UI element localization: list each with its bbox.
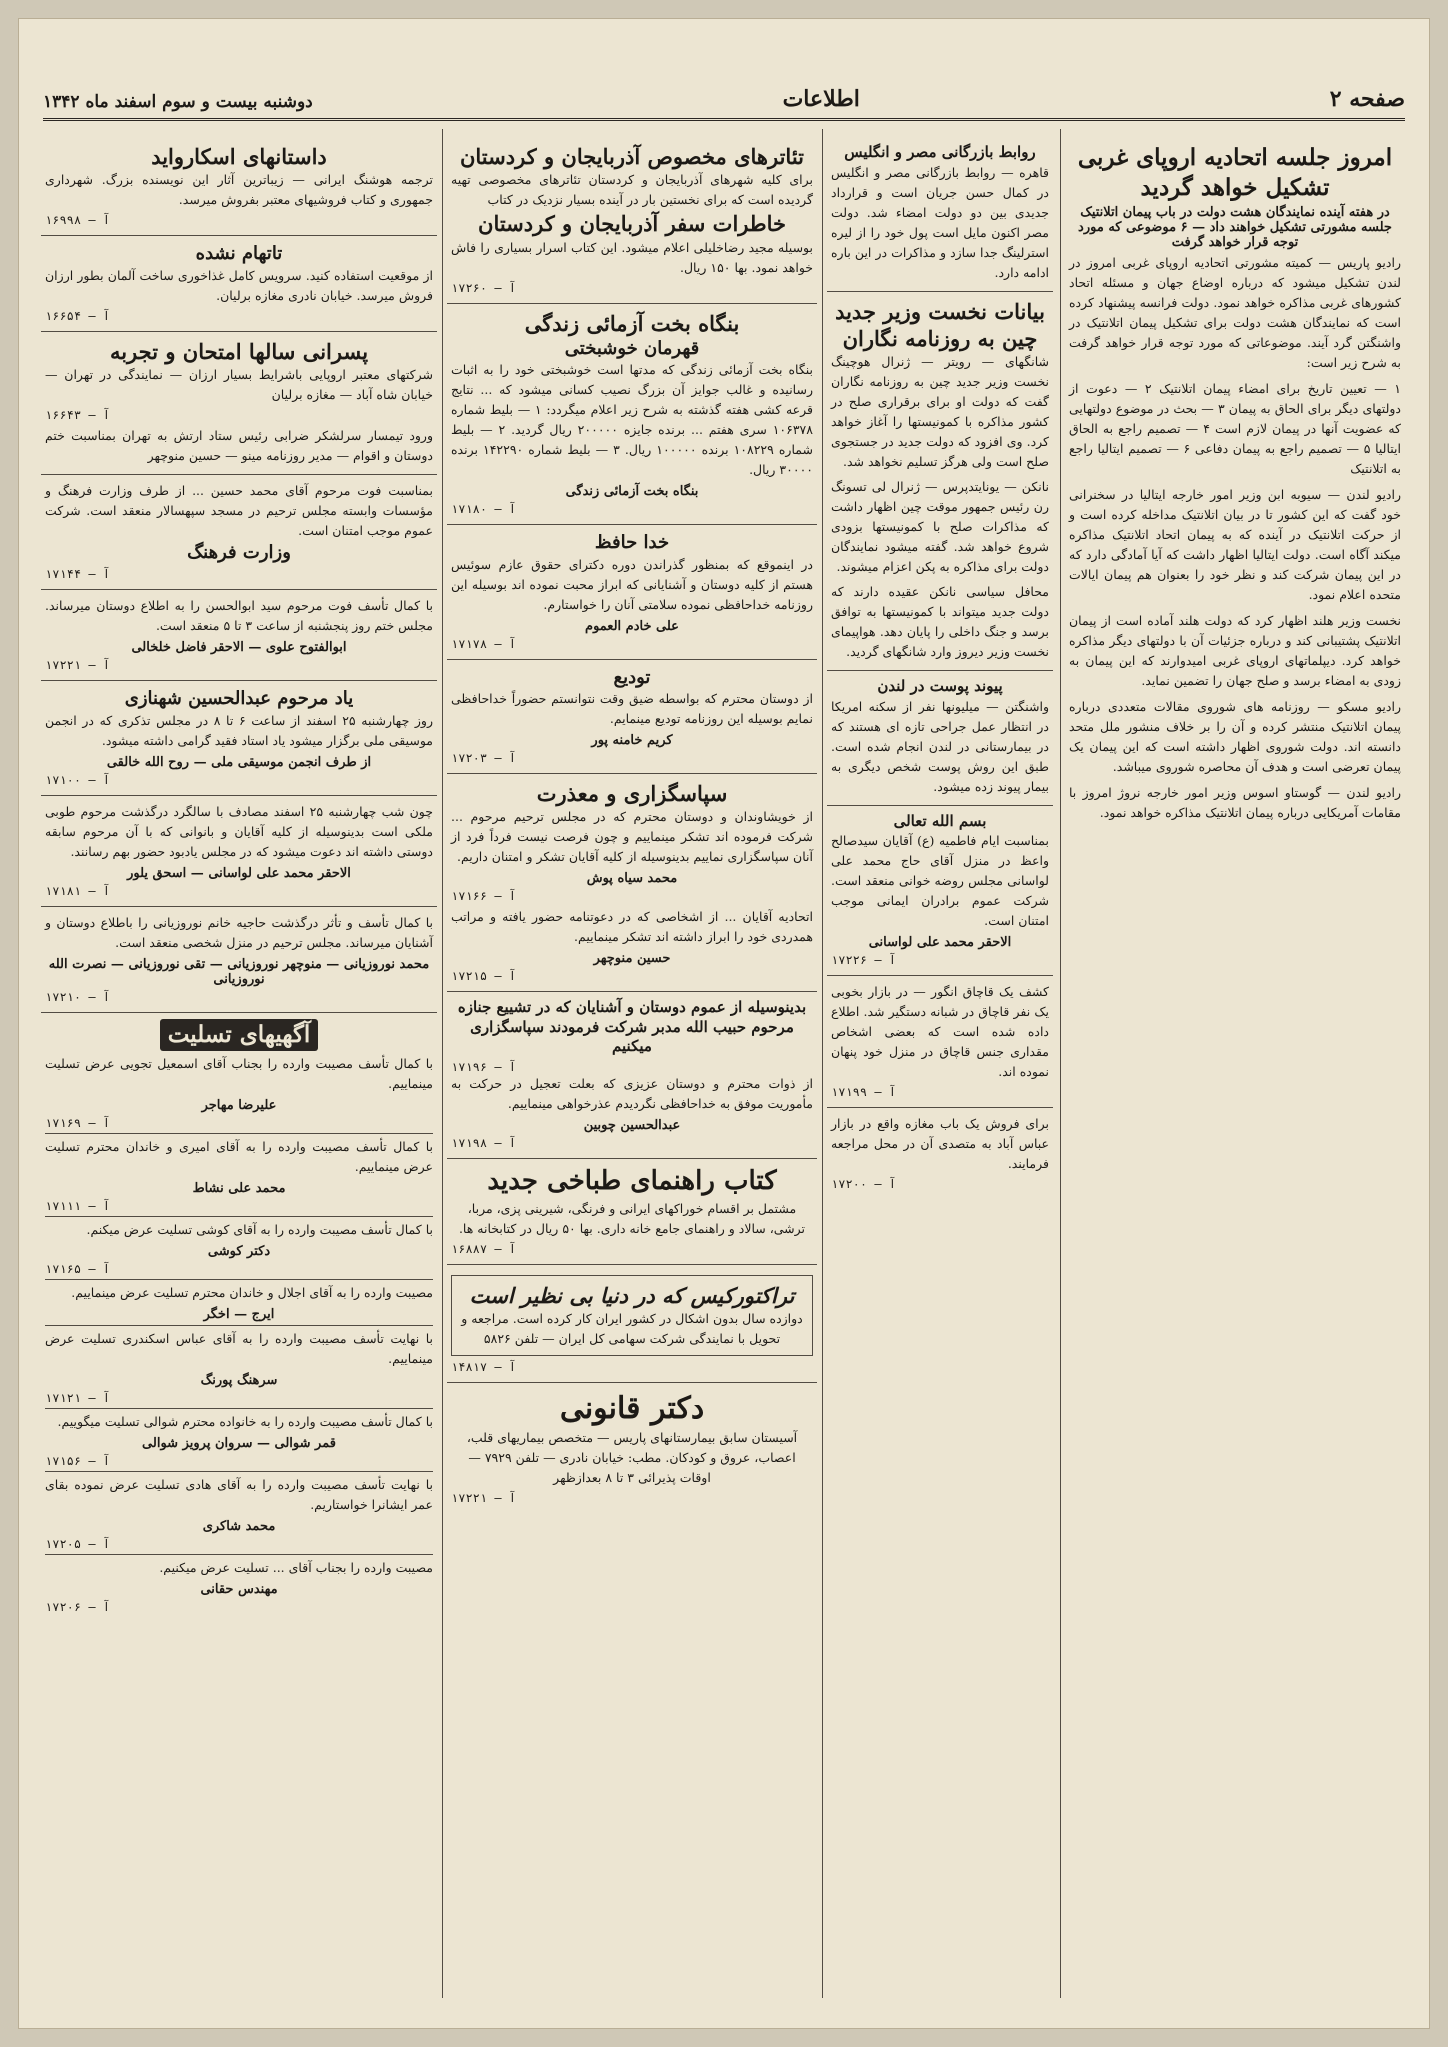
notice-body: از دوستان محترم که بواسطه ضیق وقت نتوانستم حضوراً خداحافظی نمایم بوسیله این روزنامه تودیع مینمایم. (451, 691, 813, 727)
condolence-item (45, 1326, 433, 1409)
page-number: صفحه ۲ (1329, 86, 1405, 112)
condolence-signature: مهندس حقانی (200, 1581, 278, 1597)
notice-body: برای فروش یک باب مغازه واقع در بازار عباس آباد به متصدی آن در محل مراجعه فرمایند. (831, 1116, 1049, 1172)
ad-title: پسرانی سالها امتحان و تجربه (109, 338, 369, 364)
notice-shop-sale (827, 1108, 1053, 1199)
notice-obituary (41, 590, 437, 681)
notice-signature: کریم خامنه پور (591, 733, 673, 749)
ad-code: آ — ۱۷۲۰۶ (45, 1599, 111, 1614)
article-body: رادیو پاریس — کمیته مشورتی اتحادیه اروپای غربی امروز در لندن تشکیل میشود که درباره اوضاع جهان و مسئله اتحاد کشورهای غربی مذاکره خواهد نمود. دولت فرانسه پیشنهاد کرده است که نمایندگان هشت دولت برای تشکیل پیمان اتلانتیک در واشنگتن گرد آیند. موضوعاتی که مورد توجه قرار خواهد گرفت به شرح زیر است: (1069, 254, 1401, 370)
article-body: رادیو لندن — سیوبه ابن وزیر امور خارجه ایتالیا در سخنرانی خود گفت که این کشور تا در بیان اتلانتیک مداخله کرده است و از حرکت اتلانتیک در آینده که به پیمان اتحاد اتلانتیک مذاکره میکند آگاه است. دولت ایتالیا اظهار داشت که آیا آمادگی دارد که در این پیمان شرکت کند و نظر خود را بعنوان هم پیمان ایالات متحده اعلام نمود. (1069, 486, 1401, 602)
ad-code: آ — ۱۷۱۶۶ (451, 889, 517, 904)
article-body: نخست وزیر هلند اظهار کرد که دولت هلند آماده است از پیمان اتلانتیک پشتیبانی کند و درباره جزئیات آن با دولتهای دیگر مذاکره خواهد کرد. دیپلماتهای اروپای غربی امیدوارند که این پیمان به زودی به امضاء برسد و صلح جهان را تضمین نماید. (1069, 612, 1401, 688)
notice-signature: از طرف انجمن موسیقی ملی — روح الله خالقی (106, 754, 372, 770)
column-notices (41, 137, 437, 1998)
notice-signature: علی خادم العموم (585, 618, 679, 634)
ad-body: دوازده سال بدون اشکال در کشور ایران کار کرده است. مراجعه و تحویل با نمایندگی شرکت سهامی کل ایران — تلفن ۵۸۲۶ (461, 1310, 803, 1346)
ad-book-azerbaijan (447, 137, 817, 304)
condolence-item (45, 1280, 433, 1326)
ad-subtitle: قهرمان خوشبختی (564, 337, 700, 359)
notice-thanks (447, 774, 817, 992)
newspaper-name: اطلاعات (782, 86, 860, 112)
condolence-body: با نهایت تأسف مصیبت وارده را به آقای هادی تسلیت عرض نموده بقای عمر ایشانرا خواستاریم. (45, 1476, 433, 1512)
ad-oscar-wilde (41, 137, 437, 236)
ad-code: آ — ۱۷۱۶۹ (45, 1115, 111, 1130)
condolence-item (45, 1134, 433, 1217)
ad-body: شرکتهای معتبر اروپایی باشرایط بسیار ارزان — نمایندگی در تهران — خیابان شاه آباد — مغازه برلیان (45, 366, 433, 402)
notice-title: سپاسگزاری و معذرت (536, 781, 728, 807)
condolence-banner: آگهیهای تسلیت (160, 1019, 319, 1051)
condolence-signature: محمد علی نشاط (192, 1180, 286, 1196)
ad-body: مشتمل بر اقسام خوراکهای ایرانی و فرنگی، شیرینی پزی، مربا، ترشی، سالاد و راهنمای جامع خانه داری. بها ۵۰ ریال در کتابخانه ها. (458, 1200, 806, 1236)
ad-title: خاطرات سفر آذربایجان و کردستان (478, 211, 786, 237)
ad-code: آ — ۱۶۶۵۴ (45, 308, 111, 323)
section-title (45, 1019, 433, 1051)
column-news-world (827, 137, 1053, 1998)
article-body: نانکن — یونایتدپرس — ژنرال لی تسونگ رن رئیس جمهور موقت چین اظهار داشت که مذاکرات صلح با کمونیستها بزودی شروع خواهد شد. گفته میشود نمایندگان دولت برای مذاکره به پکن اعزام میشوند. (831, 479, 1049, 575)
notice-body: از ذوات محترم و دوستان عزیزی که بعلت تعجیل در حرکت به مأموریت موفق به خداحافظی نگردیدم عذرخواهی مینماییم. (451, 1075, 813, 1111)
ad-code: آ — ۱۷۲۱۵ (451, 969, 517, 984)
ad-code: آ — ۱۷۱۵۶ (45, 1453, 111, 1468)
article-list: ۱ — تعیین تاریخ برای امضاء پیمان اتلانتیک ۲ — دعوت از دولتهای دیگر برای الحاق به پیمان ۳ — بحث در موضوع دولتهایی که عضویت آنها در پیمان لازم است ۴ — تصمیم راجع به الحاق ایتالیا ۵ — تصمیم راجع به پیمان دفاعی ۶ — تصمیم ایتالیا راجع به اتلانتیک (1069, 380, 1401, 476)
ad-title: داستانهای اسکارواید (151, 144, 327, 169)
condolence-item (45, 1472, 433, 1555)
ad-code: آ — ۱۶۸۸۷ (451, 1241, 517, 1256)
condolence-body: مصیبت وارده را به آقای اجلال و خاندان محترم تسلیت عرض مینماییم. (71, 1284, 433, 1300)
condolence-item (45, 1051, 433, 1134)
ad-body: بوسیله مجید رضاخلیلی اعلام میشود. این کتاب اسرار بسیاری را فاش خواهد نمود. بها ۱۵۰ ریال. (451, 239, 813, 275)
condolence-signature: علیرضا مهاجر (201, 1097, 277, 1113)
ad-title: تئاترهای مخصوص آذربایجان و کردستان (459, 144, 805, 169)
ad-body: آسیستان سابق بیمارستانهای پاریس — متخصص بیماریهای قلب، اعصاب، عروق و کودکان. مطب: خیابان نادری — تلفن ۷۹۲۹ — اوقات پذیرائی ۳ تا ۸ بعدازظهر (466, 1429, 798, 1485)
ad-code: آ — ۱۷۲۲۶ (831, 953, 897, 968)
ad-title: کتاب راهنمای طباخی جدید (487, 1165, 777, 1196)
notice-title: تودیع (613, 666, 651, 688)
article-body: قاهره — روابط بازرگانی مصر و انگلیس در کمال حسن جریان است و قرارداد جدیدی بین دو دولت امضاء شد. دولت مصر اکنون مایل است پول خود را از لیره استرلینگ جدا سازد و مذاکرات در این باره ادامه دارد. (831, 164, 1049, 280)
column-rule (1060, 129, 1061, 1998)
condolence-signature: سرهنگ پورنگ (200, 1372, 278, 1388)
ad-signature: بنگاه بخت آزمائی زندگی (565, 484, 699, 500)
ad-title: بنگاه بخت آزمائی زندگی (524, 310, 740, 336)
subheadline: در هفته آینده نمایندگان هشت دولت در باب پیمان اتلانتیک جلسه مشورتی تشکیل خواهند داد — ۶ موضوعی که مورد توجه قرار خواهد گرفت (1078, 204, 1392, 250)
article-skin-graft (827, 671, 1053, 806)
ad-code: آ — ۱۷۱۰۰ (45, 772, 111, 787)
notice-smuggling (827, 976, 1053, 1108)
condolence-body: با کمال تأسف مصیبت وارده را به آقای کوشی تسلیت عرض میکنم. (86, 1221, 433, 1237)
notice-body: روز چهارشنبه ۲۵ اسفند از ساعت ۶ تا ۸ در مجلس تذکری که در انجمن موسیقی ملی برگزار میشود یاد استاد فقید گرامی داشته میشود. (45, 712, 434, 748)
notice-signature: ابوالفتوح علوی — الاحقر فاضل خلخالی (131, 640, 347, 656)
notice-title: خدا حافظ (594, 532, 670, 554)
ad-code: آ — ۱۷۱۱۱ (45, 1198, 111, 1213)
notice-signature: حسین منوچهر (593, 951, 671, 967)
notice-body: از خویشاوندان و دوستان محترم که در مجلس ترحیم مرحوم ... شرکت فرموده اند تشکر مینماییم و چون فرصت نیست فرداً فرد از آنان سپاسگزاری نماییم بدینوسیله از کلیه آقایان تشکر و امتنان داریم. (451, 809, 813, 865)
ad-code: آ — ۱۷۲۲۱ (451, 1490, 517, 1505)
column-news-europe (1065, 137, 1405, 1998)
ad-code: آ — ۱۷۱۷۸ (451, 636, 517, 651)
page-header (43, 71, 1405, 121)
article-body: شانگهای — رویتر — ژنرال هوچینگ نخست وزیر جدید چین به روزنامه نگاران گفت که دولت او برای برقراری صلح در کشور مذاکره با کمونیستها را آغاز خواهد کرد. وی افزود که دولت جدید در جستجوی صلح است ولی هرگز تسلیم نخواهد شد. (831, 354, 1049, 470)
ad-body: بنگاه بخت آزمائی زندگی که مدتها است خوشبختی خود را به اثبات رسانیده و غالب جوایز آن بزرگ نصیب کسانی میشود که ... نتایج قرعه کشی هفته گذشته به شرح زیر اعلام میگردد: ۱ — بلیط شماره ۱۰۶۳۷۸ سری هفتم ... برنده جایزه ۲۰۰۰۰۰ ریال گردید. ۲ — بلیط شماره ۱۰۸۲۲۹ برنده ۱۰۰۰۰۰ ریال. ۳ — بلیط شماره ۱۴۲۲۹۰ برنده ۳۰۰۰۰ ریال. (451, 362, 813, 478)
condolence-signature: دکتر کوشی (207, 1243, 271, 1259)
condolence-signature: قمر شوالی — سروان پرویز شوالی (142, 1435, 336, 1451)
notice-family-obituary (41, 907, 437, 1013)
notice-body: در اینموقع که بمنظور گذراندن دوره دکترای حقوق عازم سوئیس هستم از کلیه دوستان و آشنایانی که ابراز محبت نموده اند بوسیله این روزنامه خداحافظی نموده سلامتی آنان را خواستارم. (451, 556, 813, 612)
notice-title: یاد مرحوم عبدالحسین شهنازی (124, 688, 354, 710)
notice-body: با کمال تأسف فوت مرحوم سید ابوالحسن را به اطلاع دوستان میرساند. مجلس ختم روز پنجشنبه از ساعت ۳ تا ۵ منعقد است. (45, 598, 433, 634)
notice-title: بسم الله تعالی (893, 811, 987, 830)
ad-tractor (447, 1265, 817, 1383)
notice-mourning (827, 806, 1053, 977)
ad-title: تراکتورکیس که در دنیا بی نظیر است (469, 1282, 795, 1308)
notice-ministry (41, 475, 437, 590)
notice-signature: عبدالحسین چوبین (583, 1117, 681, 1133)
ad-code: آ — ۱۷۲۲۱ (45, 658, 111, 673)
article-egypt-trade (827, 137, 1053, 292)
ad-code: آ — ۱۶۹۹۸ (45, 213, 111, 228)
ad-code: آ — ۱۷۲۰۵ (45, 1536, 111, 1551)
ad-code: آ — ۱۴۸۱۷ (451, 1359, 517, 1374)
ad-code: آ — ۱۷۲۱۰ (45, 989, 111, 1004)
ad-body: ورود تیمسار سرلشکر ضرابی رئیس ستاد ارتش به تهران بمناسبت ختم دوستان و اقوام — مدیر روزنامه مینو — حسین منوچهر (45, 427, 433, 463)
article-title: روابط بازرگانی مصر و انگلیس (844, 143, 1036, 161)
headline: امروز جلسه اتحادیه اروپای غربی تشکیل خواهد گردید (1077, 144, 1393, 201)
article-body: رادیو مسکو — روزنامه های شوروی مقالات متعددی درباره پیمان اتلانتیک منتشر کرده و آن را بر خلاف منشور ملل متحد دانسته اند. دولت شوروی اظهار داشته است که این پیمان یک پیمان تعرضی است و هدف آن محاصره شوروی میباشد. (1069, 698, 1401, 774)
ad-code: آ — ۱۷۱۸۰ (451, 502, 517, 517)
ad-code: آ — ۱۷۲۰۳ (451, 751, 517, 766)
ad-code: آ — ۱۷۱۶۵ (45, 1261, 111, 1276)
ad-tested-products (41, 332, 437, 475)
ad-title: دکتر قانونی (559, 1390, 705, 1426)
ad-code: آ — ۱۷۱۹۹ (831, 1085, 897, 1100)
condolence-body: با کمال تأسف مصیبت وارده را به خانواده محترم شوالی تسلیت میگوییم. (57, 1413, 433, 1429)
ad-code: آ — ۱۷۱۴۴ (45, 567, 111, 582)
notice-body: چون شب چهارشنبه ۲۵ اسفند مصادف با سالگرد درگذشت مرحوم طوبی ملکی است بدینوسیله از کلیه آقایان و بانوانی که با آن مرحوم سابقه دوستی داشته اند دعوت میشود که در مجلس یادبود حضور بهم رسانند. (45, 803, 433, 859)
ad-cookbook (447, 1159, 817, 1265)
condolence-body: با کمال تأسف مصیبت وارده را به آقای امیری و خاندان محترم تسلیت عرض مینماییم. (45, 1138, 433, 1174)
notice-body: اتحادیه آقایان ... از اشخاصی که در دعوتنامه حضور یافته و مراتب همدردی خود را ابراز داشته اند تشکر مینماییم. (451, 909, 813, 945)
notice-title: بدینوسیله از عموم دوستان و آشنایان که در تشییع جنازه مرحوم حبیب الله مدبر شرکت فرمودند سپاسگزاری میکنیم (457, 998, 807, 1056)
ad-code: آ — ۱۷۱۲۱ (45, 1390, 111, 1405)
notice-signature: محمد سیاه پوش (586, 871, 678, 887)
condolence-item (45, 1409, 433, 1472)
article-atlantic-pact (1065, 137, 1405, 831)
condolence-signature: ایرج — اخگر (203, 1306, 275, 1322)
notice-title: وزارت فرهنگ (187, 541, 291, 563)
article-title: بیانات نخست وزیر جدید چین به روزنامه نگاران (835, 298, 1045, 351)
condolence-section (41, 1013, 437, 1625)
ad-body: برای کلیه شهرهای آذربایجان و کردستان تئاترهای مخصوصی تهیه گردیده است که برای نخستین بار در آینده بسیار نزدیک در کتاب (451, 172, 813, 208)
notice-body: بمناسبت فوت مرحوم آقای محمد حسین ... از طرف وزارت فرهنگ و مؤسسات وابسته مجلس ترحیم در مسجد سپهسالار منعقد است. شرکت عموم موجب امتنان است. (45, 482, 433, 538)
ad-body: از موقعیت استفاده کنید. سرویس کامل غذاخوری ساخت آلمان بطور ارزان فروش میرسد. خیابان نادری مغازه برلیان. (45, 267, 433, 303)
newspaper-page (18, 18, 1430, 2029)
condolence-body: با کمال تأسف مصیبت وارده را بجناب آقای اسمعیل تجویی عرض تسلیت مینماییم. (45, 1055, 433, 1091)
notice-signature: محمد نوروزیانی — منوچهر نوروزیانی — تقی نوروزیانی — نصرت الله نوروزیانی (48, 956, 430, 987)
column-rule (442, 129, 443, 1998)
ad-code: آ — ۱۷۱۸۱ (45, 883, 111, 898)
notice-body: بمناسبت ایام فاطمیه (ع) آقایان سیدصالح واعظ در منزل آقای حاج محمد علی لواسانی مجلس روضه خوانی منعقد است. شرکت عموم برادران ایمانی موجب امتنان است. (831, 833, 1049, 929)
column-rule (822, 129, 823, 1998)
ad-code: آ — ۱۷۱۹۸ (451, 1135, 517, 1150)
ad-body: ترجمه هوشنگ ایرانی — زیباترین آثار این نویسنده بزرگ. شهرداری جمهوری و کتاب فروشیهای معتبر بفروش میرسد. (45, 172, 433, 208)
ad-code: آ — ۱۷۱۹۶ (451, 1059, 517, 1074)
notice-signature: الاحقر محمد علی لواسانی (868, 935, 1012, 951)
article-china-pm (827, 292, 1053, 672)
ad-lottery (447, 304, 817, 526)
article-body: رادیو لندن — گوستاو اسوس وزیر امور خارجه نروژ امروز با مقامات آمریکایی درباره پیمان اتلانتیک مذاکره خواهد نمود. (1069, 784, 1401, 820)
ad-doctor (447, 1383, 817, 1513)
notice-memorial (41, 681, 437, 795)
condolence-body: با نهایت تأسف مصیبت وارده را به آقای عباس اسکندری تسلیت عرض مینماییم. (45, 1330, 433, 1366)
ad-dinnerware (41, 236, 437, 331)
notice-body: با کمال تأسف و تأثر درگذشت حاجیه خانم نوروزیانی را باطلاع دوستان و آشنایان میرساند. مجلس ترحیم در منزل شخصی منعقد است. (45, 914, 433, 950)
ad-title: تاتهام نشده (195, 243, 283, 265)
condolence-body: مصیبت وارده را بجناب آقای ... تسلیت عرض میکنیم. (159, 1559, 433, 1575)
notice-signature: الاحقر محمد علی لواسانی — اسحق یلور (127, 865, 351, 881)
notice-farewell (447, 525, 817, 659)
ad-frame (451, 1275, 813, 1356)
condolence-signature: محمد شاکری (202, 1518, 276, 1534)
condolence-item (45, 1555, 433, 1617)
notice-body: کشف یک قاچاق انگور — در بازار بخوبی یک نفر قاچاق در شبانه دستگیر شد. اطلاع داده شده است که بعضی اشخاص مقداری جنس قاچاق در منزل خود پنهان نموده اند. (831, 984, 1049, 1080)
ad-code: آ — ۱۷۲۶۰ (451, 280, 517, 295)
article-title: پیوند پوست در لندن (877, 677, 1003, 696)
notice-anniversary (41, 796, 437, 907)
article-body: واشنگتن — میلیونها نفر از سکنه امریکا در انتظار عمل جراحی تازه ای هستند که در بیمارستانی در لندن انجام شده است. طبق این روش پوست شخص دیگری به بیمار پیوند زده میشود. (831, 698, 1049, 794)
article-body: محافل سیاسی نانکن عقیده دارند که دولت جدید میتواند با کمونیستها به توافق برسد و جنگ داخلی را پایان دهد. هواپیمای نخست وزیر دیروز وارد شانگهای گردید. (831, 584, 1049, 660)
ad-code: آ — ۱۶۶۴۳ (45, 407, 111, 422)
column-ads-center (447, 137, 817, 1998)
notice-funeral-thanks (447, 992, 817, 1159)
issue-date: دوشنبه بیست و سوم اسفند ماه ۱۳۴۲ (43, 92, 313, 112)
condolence-item (45, 1217, 433, 1280)
notice-goodbye (447, 660, 817, 774)
ad-code: آ — ۱۷۲۰۰ (831, 1177, 897, 1192)
